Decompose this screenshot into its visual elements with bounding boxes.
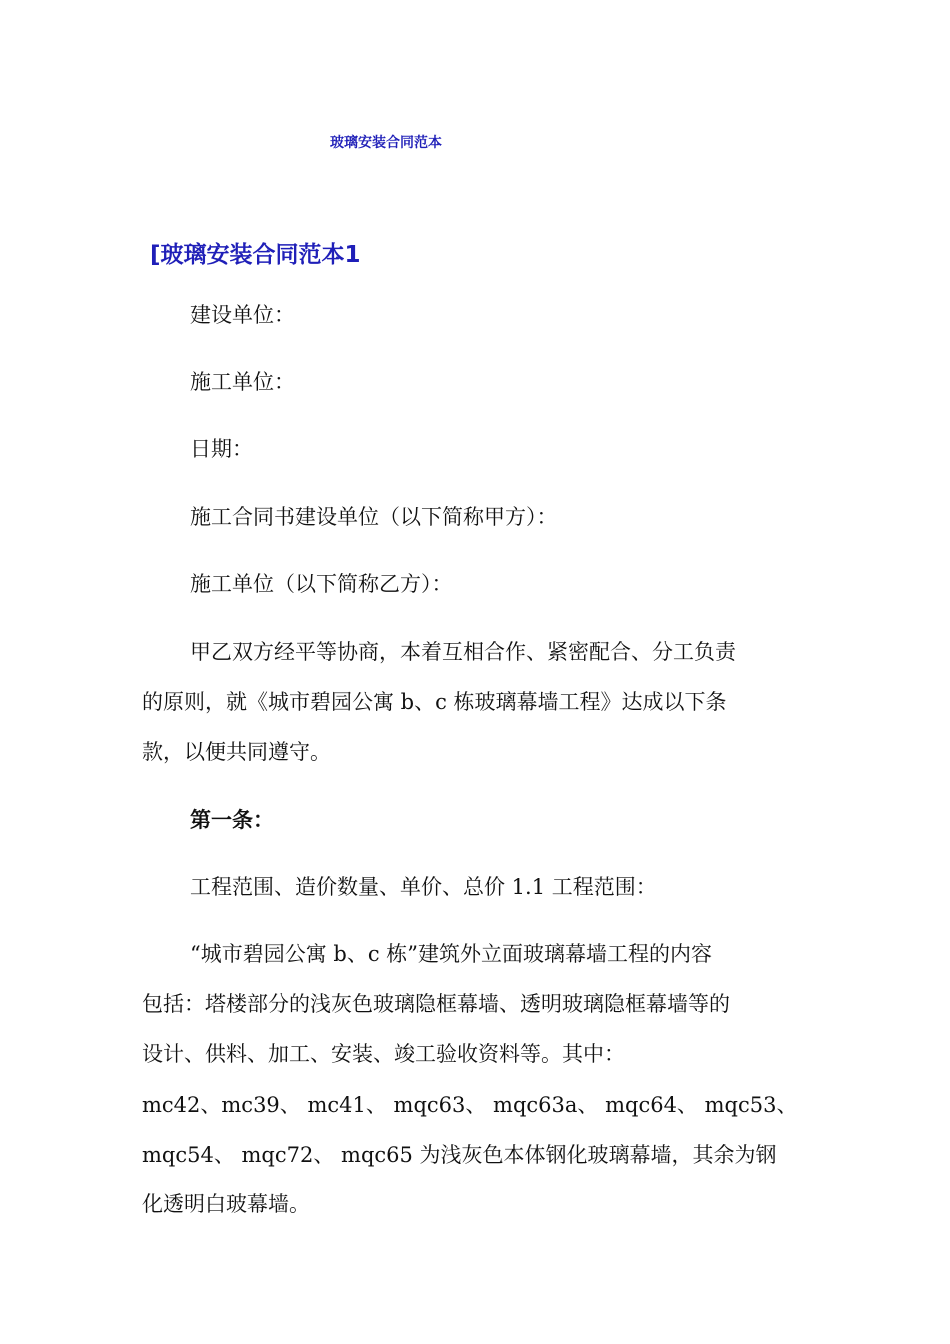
document-header-title: 玻璃安装合同范本 [330,135,442,151]
intro-paragraph-line: 款，以便共同遵守。 [142,740,331,764]
party-a-line: 施工合同书建设单位（以下简称甲方）： [190,505,558,529]
construction-unit-label: 建设单位： [190,303,295,327]
scope-paragraph-line: “城市碧园公寓 b、c 栋”建筑外立面玻璃幕墙工程的内容 [190,942,713,966]
date-label: 日期： [190,437,253,461]
intro-paragraph-line: 甲乙双方经平等协商，本着互相合作、紧密配合、分工负责 [190,640,736,664]
article-1-heading: 第一条： [190,808,274,832]
scope-paragraph-line: 设计、供料、加工、安装、竣工验收资料等。其中： [142,1042,625,1066]
scope-paragraph-line: mc42、mc39、 mc41、 mqc63、 mqc63a、 mqc64、 mqc53、 [142,1093,798,1117]
scope-paragraph-line: 包括：塔楼部分的浅灰色玻璃隐框幕墙、透明玻璃隐框幕墙等的 [142,992,730,1016]
intro-paragraph-line: 的原则，就《城市碧园公寓 b、c 栋玻璃幕墙工程》达成以下条 [142,690,727,714]
section-title: [玻璃安装合同范本1 [150,242,361,268]
scope-paragraph-line: 化透明白玻幕墙。 [142,1192,310,1216]
party-b-line: 施工单位（以下简称乙方）： [190,572,453,596]
scope-paragraph-line: mqc54、 mqc72、 mqc65 为浅灰色本体钢化玻璃幕墙，其余为钢 [142,1143,777,1167]
builder-unit-label: 施工单位： [190,370,295,394]
article-1-scope-line: 工程范围、造价数量、单价、总价 1.1 工程范围： [190,875,657,899]
